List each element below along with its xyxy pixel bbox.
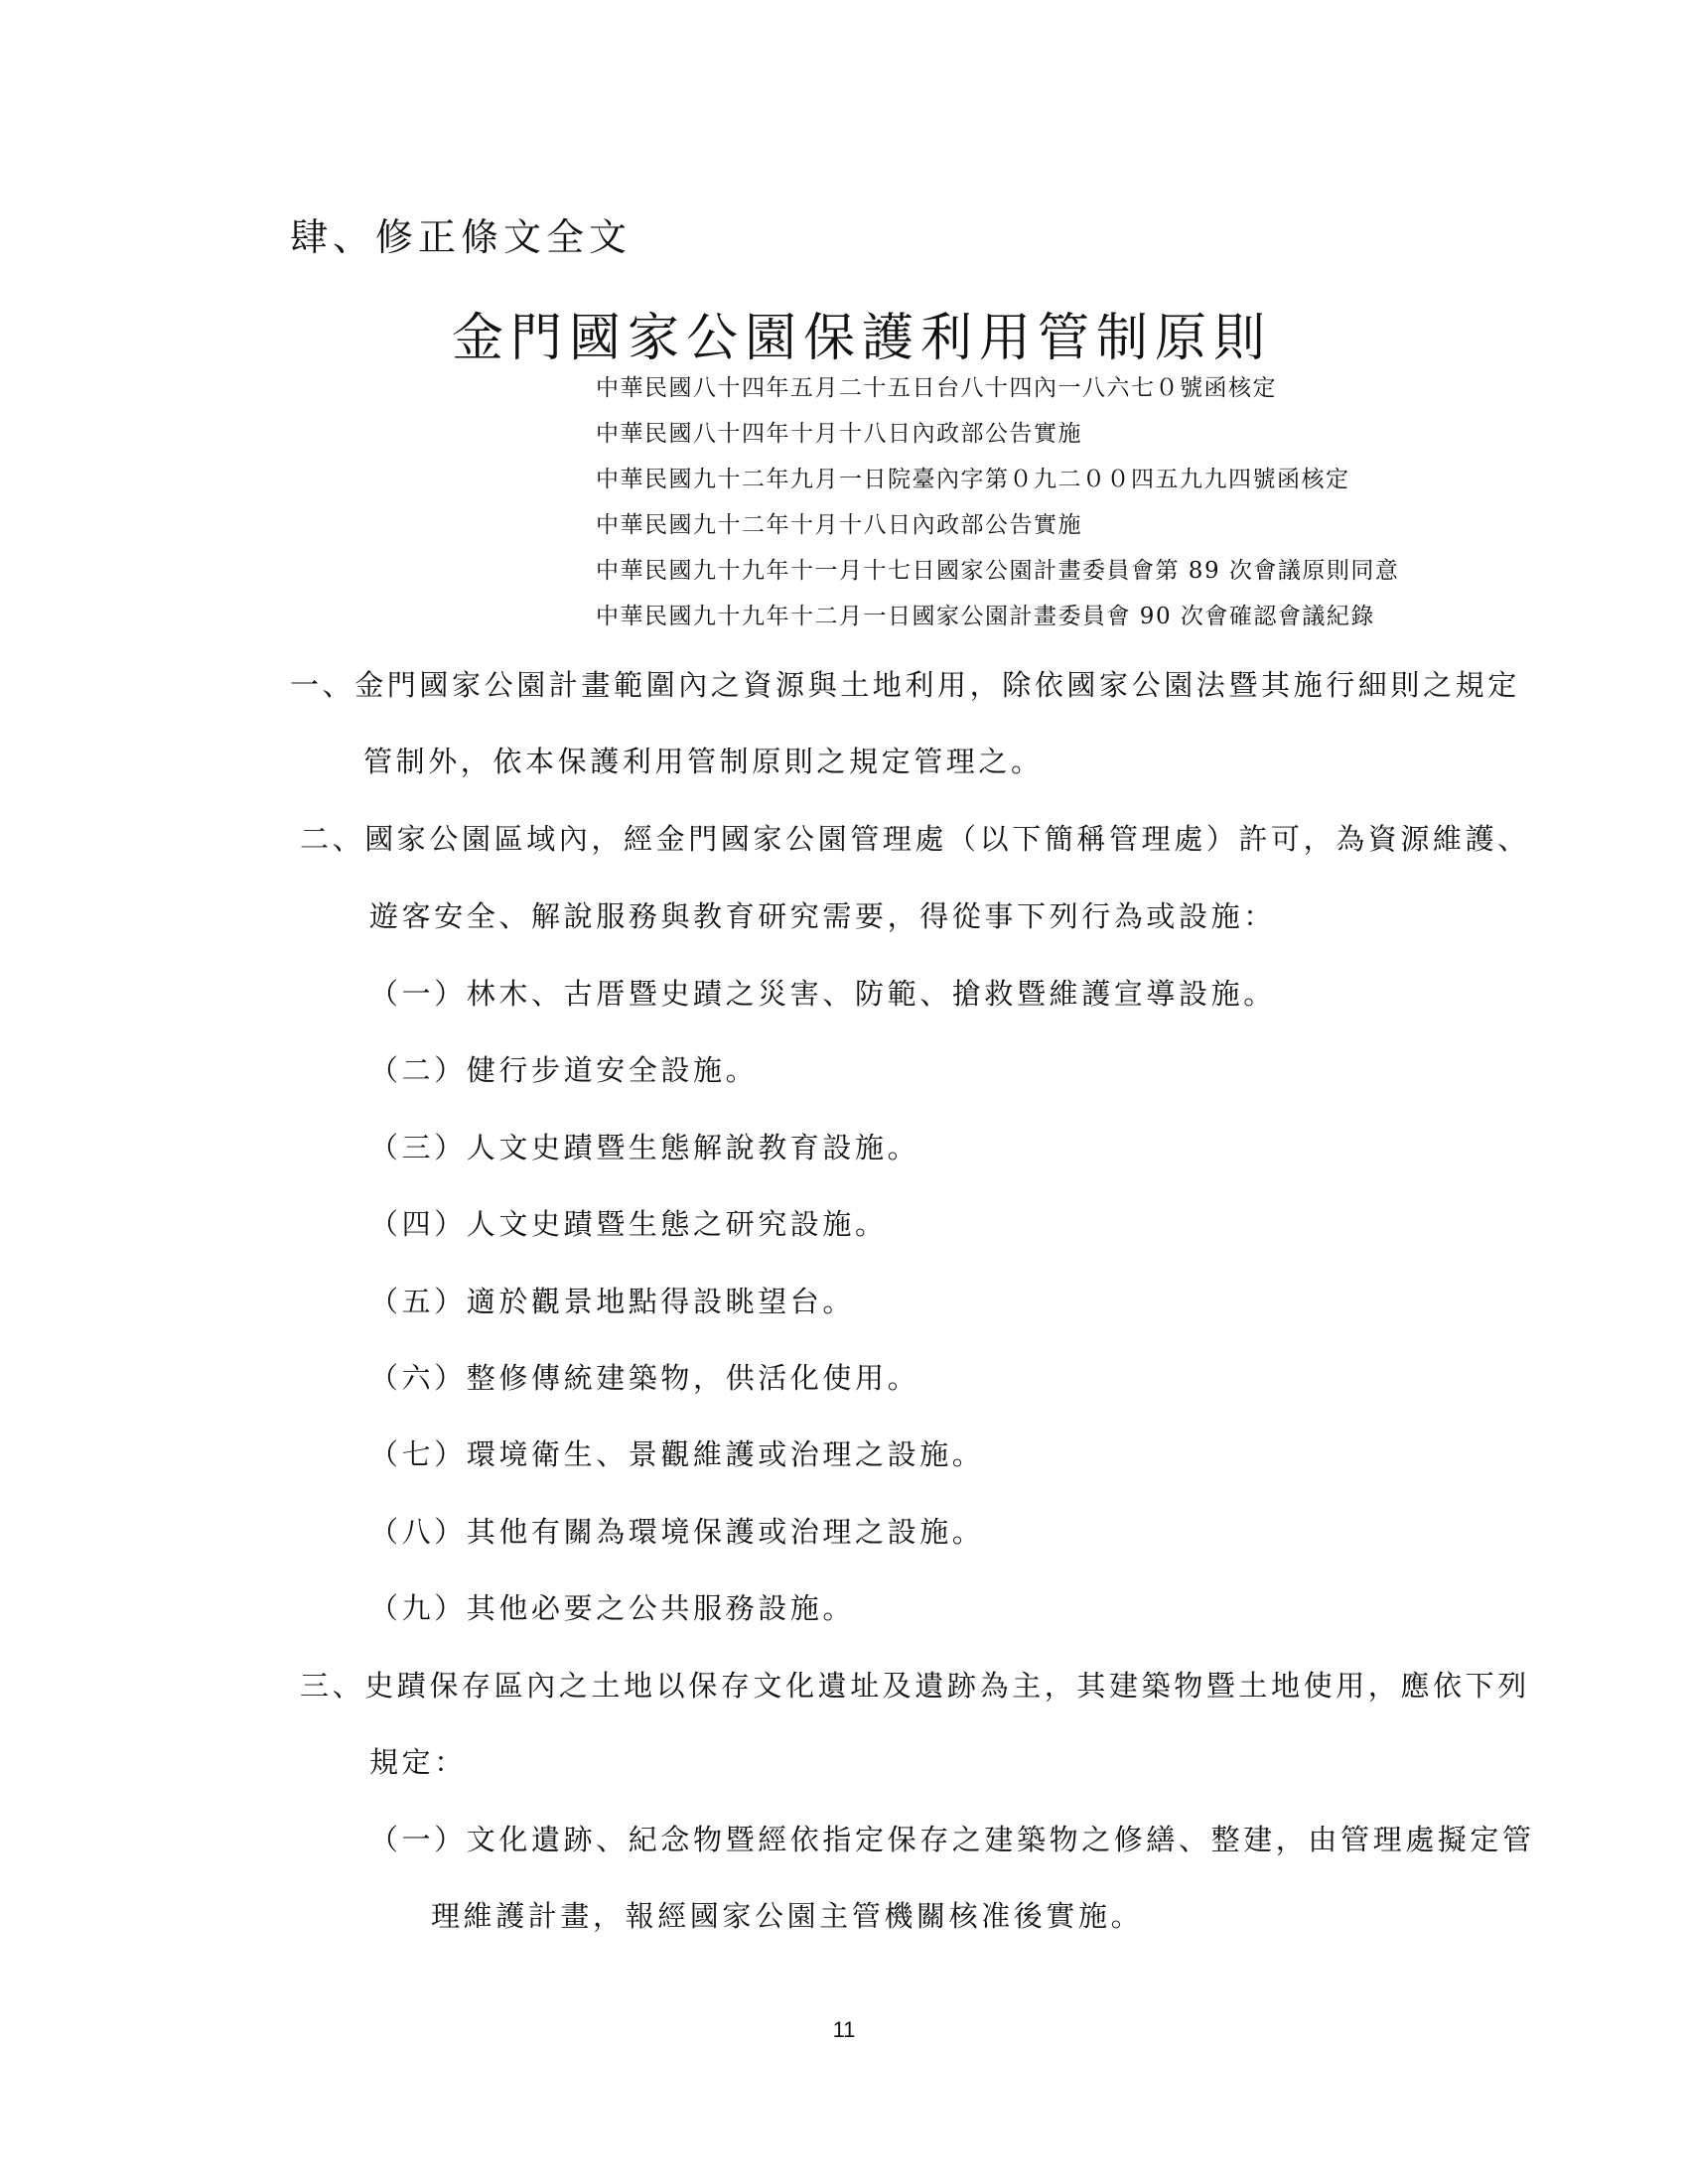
article-2-item-3: （三）人文史蹟暨生態解說教育設施。 (369, 1131, 920, 1164)
history-entry: 中華民國九十二年九月一日院臺內字第０九二００四五九九四號函核定 (596, 467, 1350, 492)
history-entry: 中華民國九十二年十月十八日內政部公告實施 (596, 512, 1082, 538)
article-2-line-1: 二、國家公園區域內，經金門國家公園管理處（以下簡稱管理處）許可，為資源維護、 (300, 822, 1530, 856)
article-2-item-4: （四）人文史蹟暨生態之研究設施。 (369, 1207, 888, 1241)
document-title: 金門國家公園保護利用管制原則 (451, 309, 1272, 368)
history-entry: 中華民國八十四年五月二十五日台八十四內一八六七０號函核定 (596, 375, 1277, 401)
history-entry: 中華民國九十九年十二月一日國家公園計畫委員會 90 次會確認會議紀錄 (596, 604, 1375, 629)
article-3-line-2: 規定： (369, 1745, 467, 1779)
page-number: 11 (832, 2017, 856, 2042)
article-3-item-1-line-1: （一）文化遺跡、紀念物暨經依指定保存之建築物之修繕、整建，由管理處擬定管 (369, 1823, 1535, 1856)
article-3-line-1: 三、史蹟保存區內之土地以保存文化遺址及遺跡為主，其建築物暨土地使用，應依下列 (300, 1669, 1530, 1703)
article-2-item-8: （八）其他有關為環境保護或治理之設施。 (369, 1515, 985, 1549)
article-1-line-2: 管制外，依本保護利用管制原則之規定管理之。 (363, 745, 1044, 778)
article-2-item-6: （六）整修傳統建築物，供活化使用。 (369, 1361, 920, 1395)
history-entry: 中華民國八十四年十月十八日內政部公告實施 (596, 421, 1082, 447)
article-2-item-5: （五）適於觀景地點得設眺望台。 (369, 1285, 856, 1318)
amendment-history (596, 365, 1399, 639)
article-2-line-2: 遊客安全、解說服務與教育研究需要，得從事下列行為或設施： (369, 899, 1276, 933)
article-1-line-1: 一、金門國家公園計畫範圍內之資源與土地利用，除依國家公園法暨其施行細則之規定 (290, 668, 1520, 702)
section-heading: 肆、修正條文全文 (290, 215, 633, 259)
article-3-item-1-line-2: 理維護計畫，報經國家公園主管機關核准後實施。 (431, 1899, 1144, 1933)
article-2-item-1: （一）林木、古厝暨史蹟之災害、防範、搶救暨維護宣導設施。 (369, 977, 1276, 1011)
history-entry: 中華民國九十九年十一月十七日國家公園計畫委員會第 89 次會議原則同意 (596, 558, 1400, 584)
article-2-item-7: （七）環境衛生、景觀維護或治理之設施。 (369, 1437, 985, 1471)
article-2-item-9: （九）其他必要之公共服務設施。 (369, 1591, 856, 1625)
article-2-item-2: （二）健行步道安全設施。 (369, 1053, 759, 1087)
